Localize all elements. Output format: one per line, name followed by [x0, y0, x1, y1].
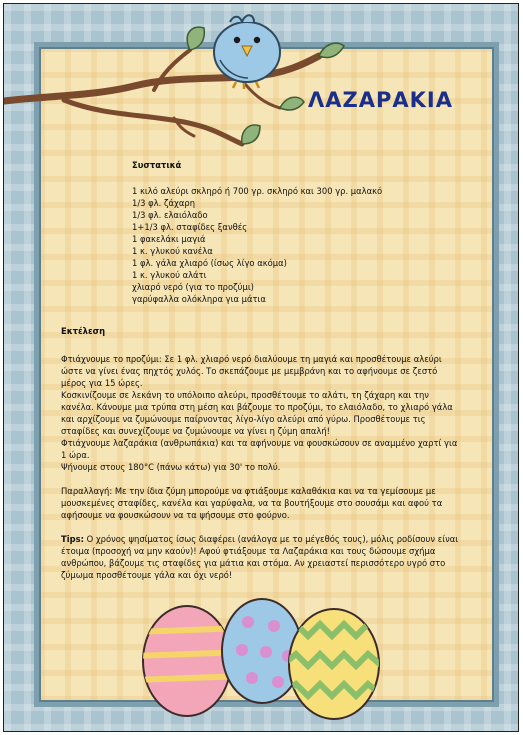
- ingredient-item: 1/3 φλ. ζάχαρη: [132, 198, 196, 208]
- yellow-zigzag-egg-icon: [284, 609, 382, 719]
- ingredient-item: 1 φλ. γάλα χλιαρό (ίσως λίγο ακόμα): [132, 258, 287, 268]
- ingredient-item: 1/3 φλ. ελαιόλαδο: [132, 210, 208, 220]
- ingredient-item: 1+1/3 φλ. σταφίδες ξανθές: [132, 222, 248, 232]
- tips-label: Tips:: [61, 534, 84, 544]
- method-paragraph-kneading: Κοσκινίζουμε σε λεκάνη το υπόλοιπο αλεύρι, προσθέτουμε το αλάτι, τη ζάχαρη και την κανέλα. Κάνουμε μια τρύπα στη μέση και βάζουμε το προζύμι, το ελαιόλαδο, το χλιαρό γάλα και αρχίζουμε να ζυμώνουμε παίρνοντας λίγο-λίγο αλεύρι από γύρω. Προσθέτουμε τις σταφίδες και συνεχίζουμε να ζυμώνουμε να γίνει η ζύμη απαλή!: [61, 390, 453, 436]
- page-background: [3, 3, 519, 732]
- method-paragraph-baking: Ψήνουμε στους 180°C (πάνω κάτω) για 30' το πολύ.: [61, 462, 281, 472]
- recipe-title: ΛΑΖΑΡΑΚΙΑ: [308, 88, 453, 112]
- method-paragraph-prozymi: Φτιάχνουμε το προζύμι: Σε 1 φλ. χλιαρό νερό διαλύουμε τη μαγιά και προσθέτουμε αλεύρι ώστε να γίνει ένας πηχτός χυλός. Το σκεπάζουμε με μεμβράνη και το αφήνουμε σε ζεστό μέρος για 15 ώρες.: [61, 354, 442, 388]
- ingredient-item: 1 κ. γλυκού αλάτι: [132, 270, 207, 280]
- tips-text: Ο χρόνος ψησίματος ίσως διαφέρει (ανάλογα με το μέγεθός τους), μόλις ροδίσουν είναι έτοιμα (προσοχή να μην καούν)! Αφού φτιάξουμε τα Λαζαράκια και τους δώσουμε σχήμα ανθρώπου, βάζουμε τις σταφίδες για μάτια και στόμα. Αν χρειαστεί περισσότερο υγρό στο ζύμωμα προσθέτουμε γάλα και όχι νερό!: [61, 534, 459, 580]
- ingredient-item: 1 φακελάκι μαγιά: [132, 234, 206, 244]
- ingredient-item: χλιαρό νερό (για το προζύμι): [132, 282, 254, 292]
- method-paragraph-variation: Παραλλαγή: Με την ίδια ζύμη μπορούμε να φτιάξουμε καλαθάκια και να τα γεμίσουμε με μουσκεμένες σταφίδες, κανέλα και γαρύφαλα, να τα βουτήξουμε στο σουσάμι και αφού τα αφήσουμε να φουσκώσουν να τα ψήσουμε στο φούρνο.: [61, 486, 443, 520]
- ingredients-heading: Συστατικά: [132, 160, 182, 170]
- ingredient-item: 1 κιλό αλεύρι σκληρό ή 700 γρ. σκληρό και 300 γρ. μαλακό: [132, 186, 383, 196]
- ingredient-item: γαρύφαλλα ολόκληρα για μάτια: [132, 294, 266, 304]
- ingredient-item: 1 κ. γλυκού κανέλα: [132, 246, 213, 256]
- easter-eggs-illustration: [4, 4, 518, 731]
- method-heading: Εκτέλεση: [61, 326, 106, 336]
- method-paragraph-shaping: Φτιάχνουμε λαζαράκια (ανθρωπάκια) και τα αφήνουμε να φουσκώσουν σε αναμμένο χαρτί για 1 ώρα.: [61, 438, 458, 460]
